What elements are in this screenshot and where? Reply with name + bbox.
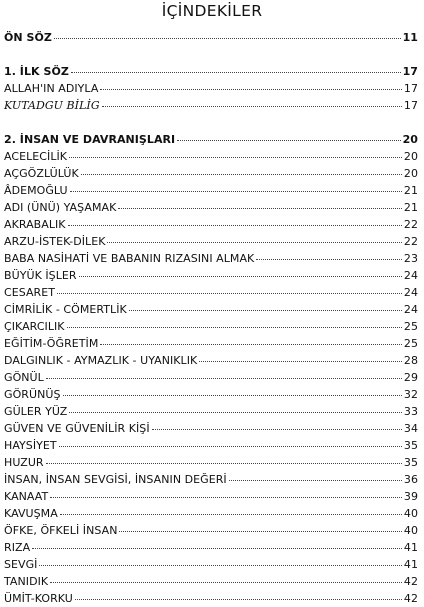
toc-entry-label: ÖFKE, ÖFKELİ İNSAN — [4, 524, 118, 537]
toc-page-number: 21 — [403, 184, 418, 197]
section-gap — [4, 46, 418, 63]
toc-entry — [4, 182, 418, 199]
toc-entry — [4, 352, 418, 369]
dot-leader — [63, 395, 402, 396]
dot-leader — [59, 446, 402, 447]
toc-page-number: 22 — [403, 218, 418, 231]
toc-entry — [4, 233, 418, 250]
toc-page-number: 33 — [403, 405, 418, 418]
toc-entry-label: HUZUR — [4, 456, 44, 469]
dot-leader — [100, 344, 402, 345]
toc-page-number: 24 — [403, 269, 418, 282]
dot-leader — [54, 38, 401, 39]
toc-page-number: 11 — [402, 31, 418, 44]
toc-entry-label: KUTADGU BİLİG — [4, 99, 100, 112]
toc-entry — [4, 165, 418, 182]
section-gap — [4, 114, 418, 131]
toc-entry-label: ÖN SÖZ — [4, 31, 52, 44]
toc-page-number: 25 — [403, 320, 418, 333]
toc-entry-label: ADI (ÜNÜ) YAŞAMAK — [4, 201, 117, 214]
dot-leader — [71, 72, 401, 73]
toc-page-number: 17 — [402, 65, 418, 78]
toc-entry — [4, 522, 418, 539]
dot-leader — [199, 361, 402, 362]
toc-page-number: 41 — [403, 558, 418, 571]
toc-page-number: 24 — [403, 303, 418, 316]
toc-page-number: 29 — [403, 371, 418, 384]
toc-page-number: 24 — [403, 286, 418, 299]
toc-entry-label: 1. İLK SÖZ — [4, 65, 69, 78]
toc-page-number: 32 — [403, 388, 418, 401]
dot-leader — [57, 293, 402, 294]
toc-entry — [4, 284, 418, 301]
toc-entry — [4, 335, 418, 352]
toc-entry-label: ARZU-İSTEK-DİLEK — [4, 235, 106, 248]
toc-page-number: 17 — [403, 99, 418, 112]
toc-entry — [4, 437, 418, 454]
toc-entry — [4, 403, 418, 420]
toc-page-number: 28 — [403, 354, 418, 367]
dot-leader — [39, 565, 401, 566]
toc-entry — [4, 216, 418, 233]
dot-leader — [79, 276, 402, 277]
dot-leader — [129, 310, 402, 311]
toc-list — [4, 29, 418, 607]
toc-entry — [4, 590, 418, 607]
toc-page-number: 22 — [403, 235, 418, 248]
dot-leader — [46, 378, 402, 379]
toc-entry-label: HAYSİYET — [4, 439, 57, 452]
toc-entry-label: KAVUŞMA — [4, 507, 58, 520]
toc-section-heading — [4, 29, 418, 46]
toc-page-number: 42 — [403, 575, 418, 588]
toc-entry-label: 2. İNSAN VE DAVRANIŞLARI — [4, 133, 176, 146]
dot-leader — [81, 174, 402, 175]
toc-entry — [4, 301, 418, 318]
toc-entry-label: SEVGİ — [4, 558, 38, 571]
toc-entry — [4, 148, 418, 165]
dot-leader — [69, 412, 402, 413]
toc-entry-label: EĞİTİM-ÖĞRETİM — [4, 337, 99, 350]
toc-entry — [4, 539, 418, 556]
toc-entry — [4, 199, 418, 216]
toc-entry — [4, 471, 418, 488]
page-title: İÇİNDEKİLER — [161, 2, 263, 20]
toc-page-number: 20 — [402, 133, 418, 146]
dot-leader — [119, 531, 401, 532]
toc-entry — [4, 267, 418, 284]
toc-entry-label: GÜLER YÜZ — [4, 405, 68, 418]
toc-entry-label: ALLAH'IN ADIYLA — [4, 82, 99, 95]
toc-page-number: 21 — [403, 201, 418, 214]
toc-page-number: 42 — [403, 592, 418, 605]
toc-entry — [4, 454, 418, 471]
toc-entry — [4, 386, 418, 403]
dot-leader — [256, 259, 402, 260]
toc-page-number: 41 — [403, 541, 418, 554]
toc-entry-label: ÂDEMOĞLU — [4, 184, 68, 197]
toc-entry-label: BABA NASİHATİ VE BABANIN RIZASINI ALMAK — [4, 252, 255, 265]
toc-page-number: 35 — [403, 439, 418, 452]
toc-entry-label: CİMRİLİK - CÖMERTLİK — [4, 303, 127, 316]
toc-page-number: 17 — [403, 82, 418, 95]
toc-entry — [4, 97, 418, 114]
toc-entry-label: KANAAT — [4, 490, 49, 503]
toc-entry — [4, 556, 418, 573]
toc-entry-label: İNSAN, İNSAN SEVGİSİ, İNSANIN DEĞERİ — [4, 473, 227, 486]
toc-entry-label: GÜVEN VE GÜVENİLİR KİŞİ — [4, 422, 150, 435]
toc-section-heading — [4, 131, 418, 148]
dot-leader — [70, 191, 402, 192]
dot-leader — [50, 497, 402, 498]
dot-leader — [118, 208, 402, 209]
toc-entry — [4, 369, 418, 386]
toc-entry — [4, 420, 418, 437]
toc-entry-label: RIZA — [4, 541, 31, 554]
toc-entry — [4, 573, 418, 590]
toc-page-number: 40 — [403, 507, 418, 520]
dot-leader — [67, 327, 402, 328]
toc-page-number: 25 — [403, 337, 418, 350]
toc-entry-label: DALGINLIK - AYMAZLIK - UYANIKLIK — [4, 354, 198, 367]
toc-entry-label: ÜMİT-KORKU — [4, 592, 73, 605]
dot-leader — [102, 106, 402, 107]
toc-page-number: 36 — [403, 473, 418, 486]
toc-entry-label: TANIDIK — [4, 575, 49, 588]
toc-entry-label: ÇIKARCILIK — [4, 320, 65, 333]
toc-entry-label: GÖRÜNÜŞ — [4, 388, 61, 401]
dot-leader — [107, 242, 401, 243]
toc-page-number: 23 — [403, 252, 418, 265]
toc-entry — [4, 318, 418, 335]
dot-leader — [60, 514, 402, 515]
toc-entry-label: BÜYÜK İŞLER — [4, 269, 77, 282]
dot-leader — [32, 548, 402, 549]
toc-entry — [4, 250, 418, 267]
dot-leader — [152, 429, 402, 430]
dot-leader — [100, 89, 401, 90]
toc-page-number: 35 — [403, 456, 418, 469]
toc-entry-label: CESARET — [4, 286, 56, 299]
dot-leader — [229, 480, 402, 481]
toc-entry — [4, 505, 418, 522]
toc-page-number: 40 — [403, 524, 418, 537]
toc-entry — [4, 488, 418, 505]
dot-leader — [68, 225, 402, 226]
dot-leader — [69, 157, 402, 158]
toc-page-number: 34 — [403, 422, 418, 435]
dot-leader — [50, 582, 402, 583]
toc-page-number: 20 — [403, 167, 418, 180]
toc-entry-label: AÇGÖZLÜLÜK — [4, 167, 79, 180]
dot-leader — [46, 463, 402, 464]
toc-entry-label: ACELECİLİK — [4, 150, 68, 163]
dot-leader — [177, 140, 400, 141]
toc-section-heading — [4, 63, 418, 80]
toc-entry-label: GÖNÜL — [4, 371, 44, 384]
toc-entry-label: AKRABALIK — [4, 218, 66, 231]
toc-entry — [4, 80, 418, 97]
toc-page-number: 39 — [403, 490, 418, 503]
toc-page-number: 20 — [403, 150, 418, 163]
